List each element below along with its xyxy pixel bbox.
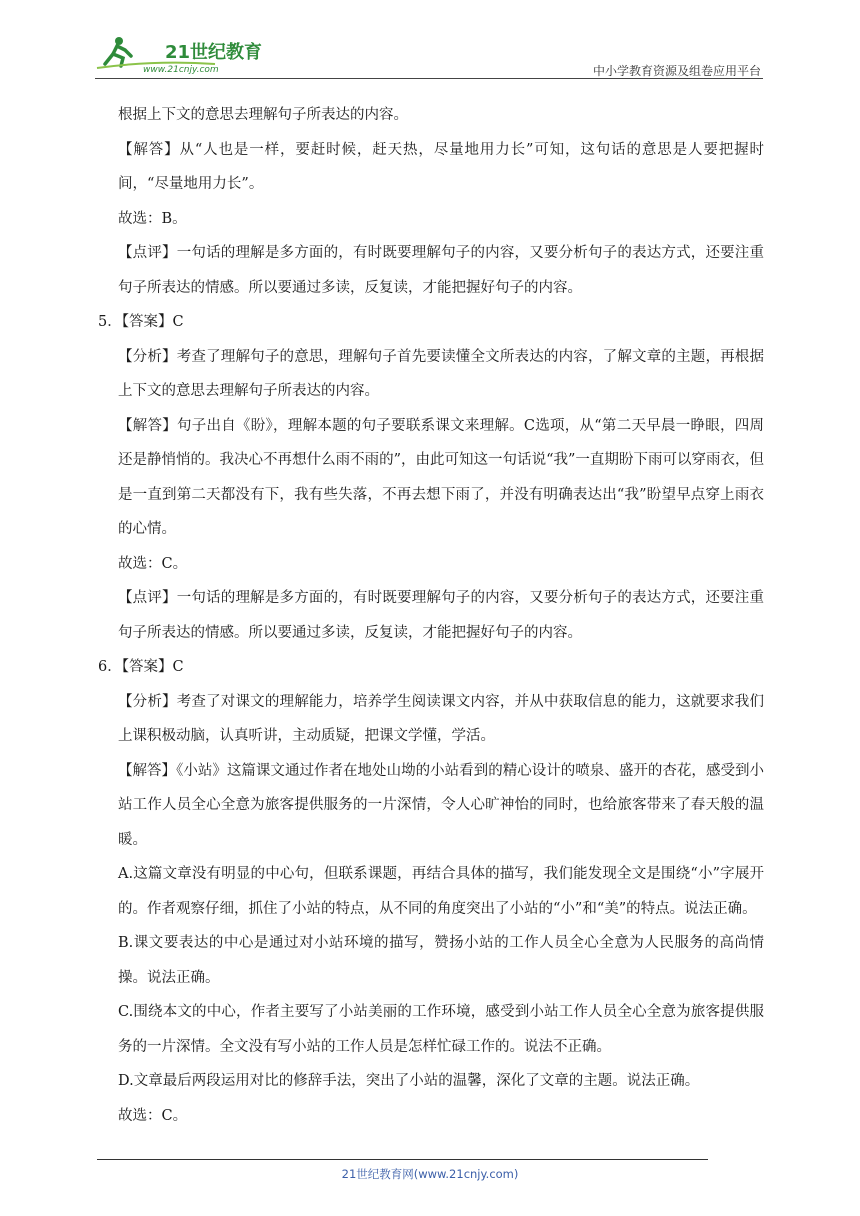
answer-heading: 5．【答案】C (98, 314, 184, 330)
paragraph: 【解答】句子出自《盼》，理解本题的句子要联系课文来理解。C选项，从“第二天早晨一睁眼，四周还是静悄悄的。我决心不再想什么雨不雨的”，由此可知这一句话说“我”一直期盼下雨可以穿雨衣，但是一直到第二天都没有下，我有些失落，不再去想下雨了，并没有明确表达出“我”盼望早点穿上雨衣的心情。 (118, 417, 764, 537)
platform-name: 中小学教育资源及组卷应用平台 (592, 64, 761, 78)
answer-heading: 6．【答案】C (98, 659, 184, 675)
footer-divider (97, 1159, 708, 1160)
paragraph: 【点评】一句话的理解是多方面的，有时既要理解句子的内容，又要分析句子的表达方式，还要注重句子所表达的情感。所以要通过多读，反复读，才能把握好句子的内容。 (118, 245, 764, 296)
paragraph: 【解答】从“人也是一样，要赶时候，赶天热，尽量地用力长”可知，这句话的意思是人要把握时间，“尽量地用力长”。 (118, 141, 764, 192)
logo-url: www.21cnjy.com (143, 65, 219, 74)
paragraph: 根据上下文的意思去理解句子所表达的内容。 (118, 107, 408, 123)
paragraph: 【点评】一句话的理解是多方面的，有时既要理解句子的内容，又要分析句子的表达方式，还要注重句子所表达的情感。所以要通过多读，反复读，才能把握好句子的内容。 (118, 590, 764, 641)
paragraph: B.课文要表达的中心是通过对小站环境的描写，赞扬小站的工作人员全心全意为人民服务的高尚情操。说法正确。 (118, 935, 764, 986)
paragraph: 故选：C。 (118, 1107, 188, 1124)
paragraph: D.文章最后两段运用对比的修辞手法，突出了小站的温馨，深化了文章的主题。说法正确。 (118, 1073, 700, 1089)
site-logo (95, 34, 265, 74)
header-divider (95, 78, 763, 79)
logo-text: 21世纪教育 (165, 42, 263, 63)
paragraph: A.这篇文章没有明显的中心句，但联系课题，再结合具体的描写，我们能发现全文是围绕“小”字展开的。作者观察仔细，抓住了小站的特点，从不同的角度突出了小站的“小”和“美”的特点。说法正确。 (118, 866, 764, 917)
paragraph: 故选：C。 (118, 555, 188, 572)
paragraph: 【分析】考查了对课文的理解能力，培养学生阅读课文内容，并从中获取信息的能力，这就要求我们上课积极动脑，认真听讲，主动质疑，把课文学懂，学活。 (118, 693, 764, 744)
footer-link[interactable]: 21世纪教育网(www.21cnjy.com) (341, 1167, 519, 1181)
paragraph: 【分析】考查了理解句子的意思，理解句子首先要读懂全文所表达的内容，了解文章的主题，再根据上下文的意思去理解句子所表达的内容。 (118, 348, 764, 399)
paragraph: C.围绕本文的中心，作者主要写了小站美丽的工作环境，感受到小站工作人员全心全意为旅客提供服务的一片深情。全文没有写小站的工作人员是怎样忙碌工作的。说法不正确。 (118, 1004, 764, 1055)
page-header (95, 30, 763, 78)
paragraph: 故选：B。 (118, 210, 187, 227)
paragraph: 【解答】《小站》这篇课文通过作者在地处山坳的小站看到的精心设计的喷泉、盛开的杏花，感受到小站工作人员全心全意为旅客提供服务的一片深情，令人心旷神怡的同时，也给旅客带来了春天般的温暖。 (118, 762, 764, 848)
document-body (98, 98, 764, 1133)
